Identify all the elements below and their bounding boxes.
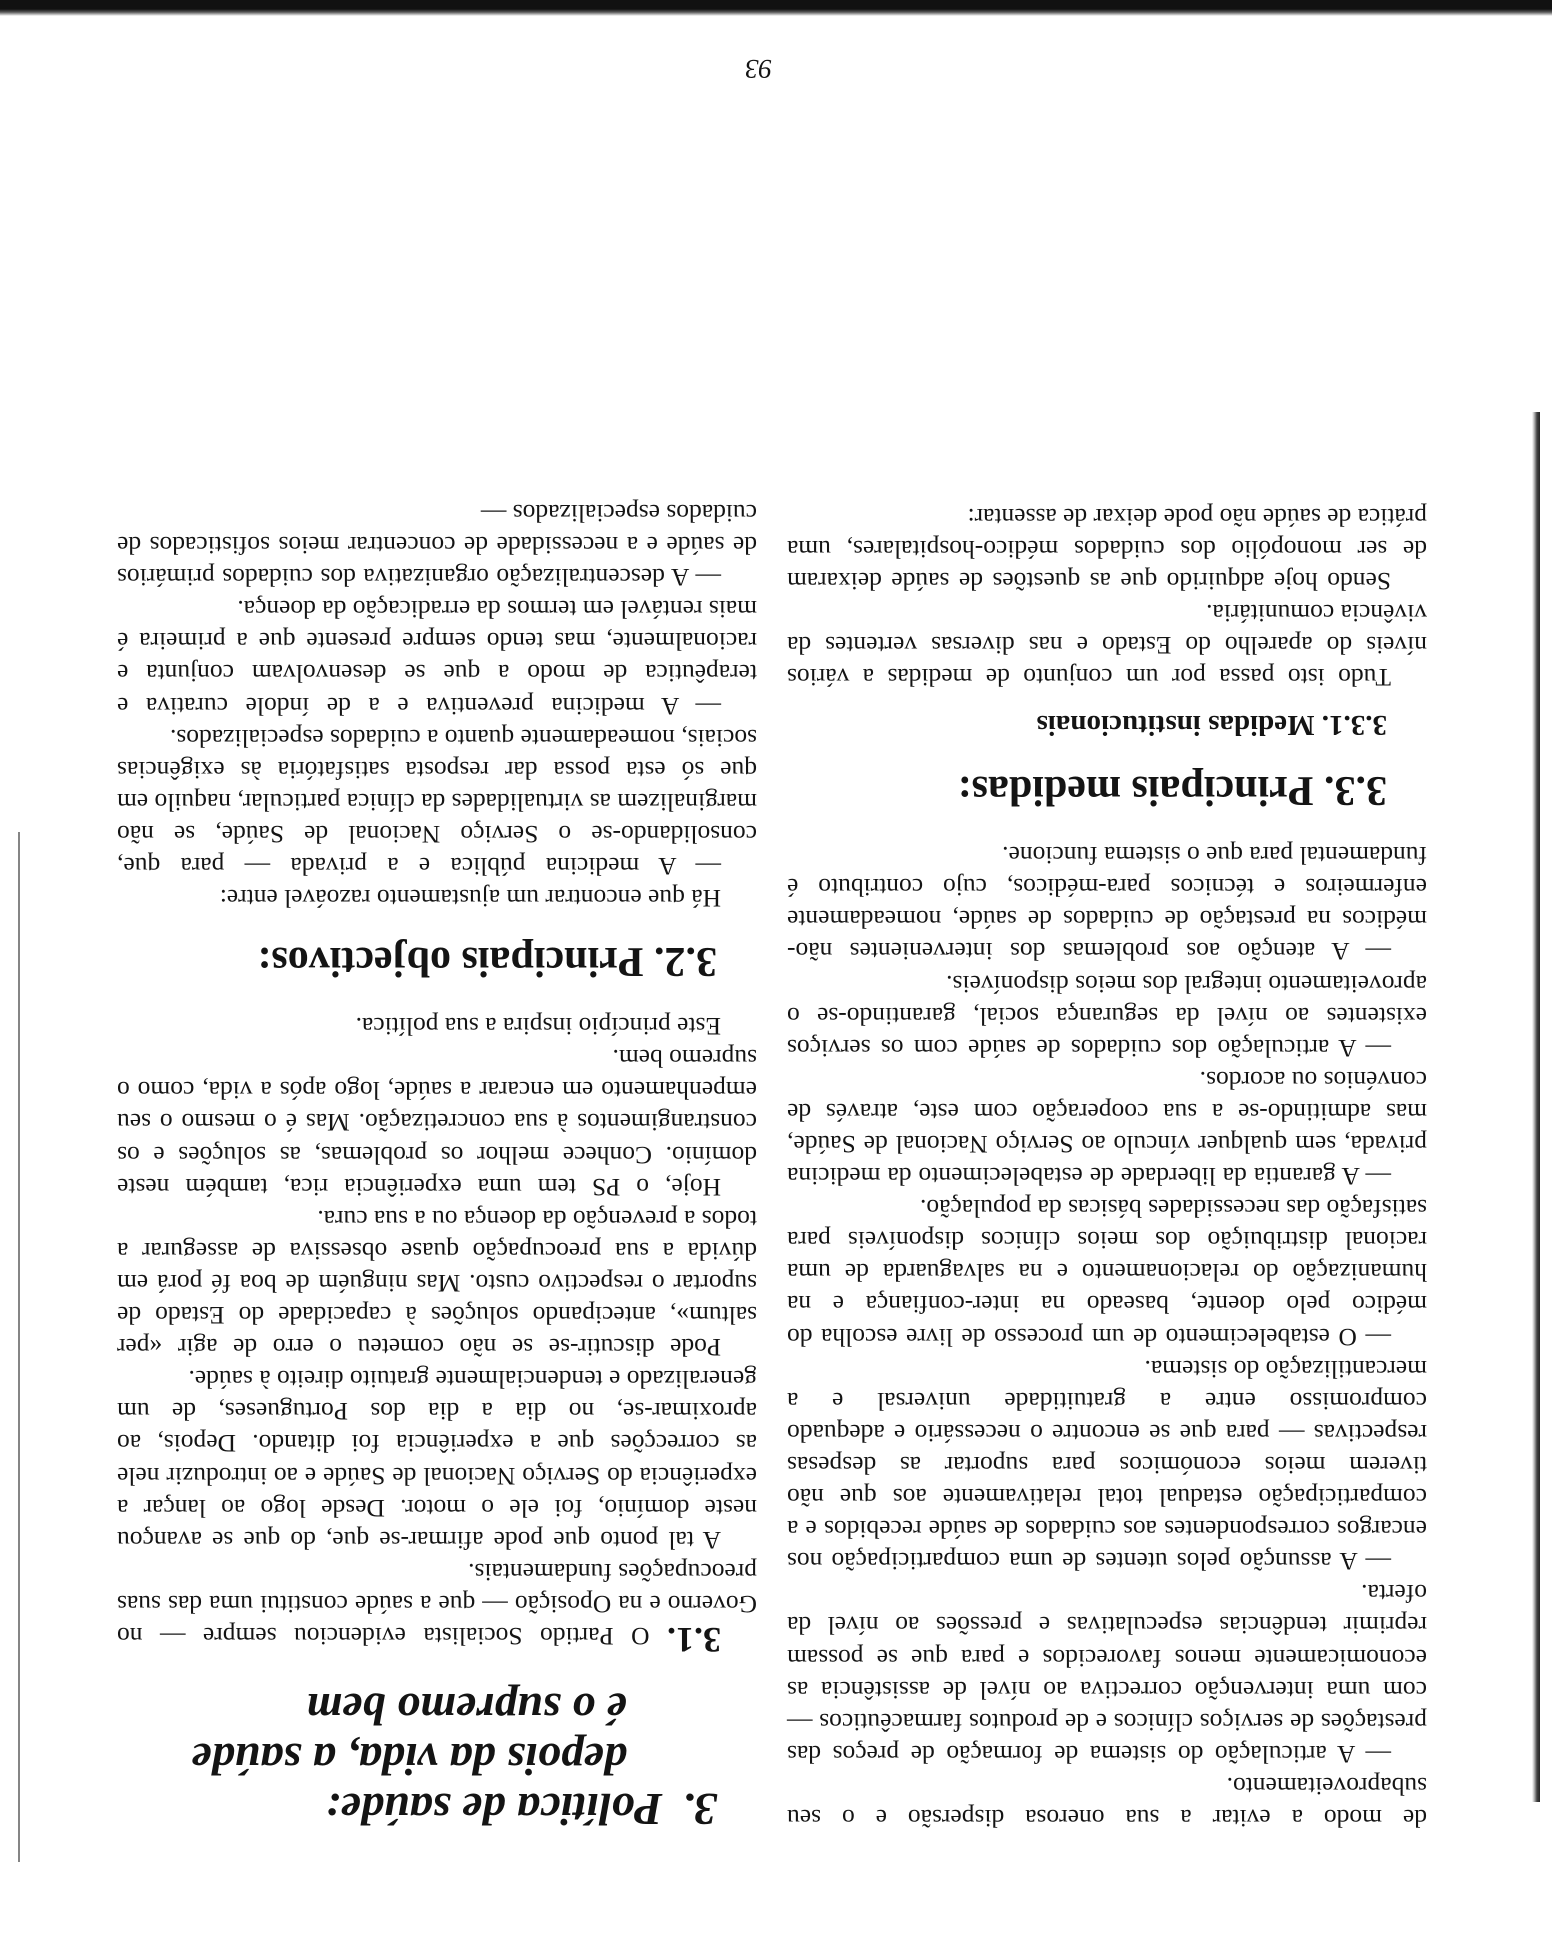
section-3-2-item: — A medicina preventiva e a de índole curativa e terapêutica de modo a que se desenvolvam conjunta e racionalmente, mas tendo sempre presente que a primeira é mais rentável em termos da erradicação da doença. xyxy=(117,595,757,721)
scan-edge-line xyxy=(18,832,20,1862)
section-3-1-paragraph-2: A tal ponto que pode afirmar-se que, do que se avançou neste domínio, foi ele o motor. Desde logo ao lançar a experiência do Serviço Nacional de Saúde e ao introduzir nele as correcções que a experiência foi ditando. Depois, ao aproximar-se, no dia a dia dos Portugueses, de um generalizado e tendencialmente gratuito direito à saúde. xyxy=(117,1365,757,1555)
section-3-2-item: — A medicina pública e a privada — para que, consolidando-se o Serviço Nacional de Saúde, se não marginalizem as virtualidades da clínica particular, naquilo em que só esta possa dar resposta satisfatória às exigências sociais, nomeadamente quanto a cuidados especializados. xyxy=(116,723,757,882)
scan-binding-shadow xyxy=(1532,412,1540,1802)
chapter-title-line3: é o supremo bem xyxy=(306,1684,627,1735)
section-3-1-paragraph-3: Pode discutir-se se não cometeu o erro de agir «per saltum», antecipando soluções à capacidade do Estado de suportar o respectivo custo. Mas ninguém de boa fé porá em dúvida a sua preocupação quase obsessiva de assegurar a todos a prevenção da doença ou a sua cura. xyxy=(117,1204,757,1363)
section-3-3-1-paragraph: Sendo hoje adquirido que as questões de saúde deixaram de ser monopólio dos cuidados médico-hospitalares, uma prática de saúde não pode deixar de assentar: xyxy=(787,502,1427,596)
section-3-2-intro: Há que encontrar um ajustamento razoável entre: xyxy=(219,884,721,914)
objective-item: — A garantia da liberdade de estabelecimento da medicina privada, sem qualquer vínculo ao Serviço Nacional de Saúde, mas admitindo-se a sua cooperação com este, através de convénios ou acordos. xyxy=(787,1065,1427,1192)
objective-item: — A assunção pelos utentes de uma comparticipação nos encargos correspondentes aos cuidados de saúde recebidos e a comparticipação estadual total relativamente aos que não tiverem meios económicos para suportar as despesas respectivas — para que se encontre o necessário e adequado compromisso entre a gratuitidade universal e a mercantilização do sistema. xyxy=(787,1354,1427,1577)
scan-edge-shadow xyxy=(0,0,1552,16)
chapter-title xyxy=(117,1684,757,1834)
objective-item: — A articulação do sistema de formação de preços das prestações de serviços clínicos e de produtos farmacêuticos — com uma intervenção correctiva ao nível de assistência as economicamente menos favorecidos e para que se possam reprimir tendências especulativas e pressões ao nível da oferta. xyxy=(787,1579,1427,1769)
chapter-number: 3. xyxy=(682,1784,717,1835)
right-column xyxy=(117,497,757,1834)
section-3-1-paragraph-5: Este princípio inspira a sua política. xyxy=(355,1012,721,1042)
section-3-1-paragraph-4: Hoje, o PS tem uma experiência rica, também neste domínio. Conhece melhor os problemas, as soluções e os constrangimentos à sua concretização. Mas é o mesmo o seu empenhamento em encarar a saúde, logo após a vida, como o supremo bem. xyxy=(117,1044,757,1202)
section-3-2-heading: 3.2. Principais objectivos: xyxy=(257,938,717,985)
objective-item: — O estabelecimento de um processo de livre escolha do médico pelo doente, baseado na inter-confiança e na humanização do relacionamento e na salvaguarda de uma racional distribuição dos meios clínicos disponíveis para satisfação das necessidades básicas da população. xyxy=(787,1194,1427,1352)
continued-paragraph: de modo a evitar a sua onerosa dispersão e o seu subaproveitamento. xyxy=(787,1771,1427,1833)
section-3-3-1-paragraph: Tudo isto passa por um conjunto de medidas a vários níveis do aparelho do Estado e nas diversas vertentes da vivência comunitária. xyxy=(787,598,1427,693)
objective-item: — A atenção aos problemas dos intervenientes não-médicos na prestação de cuidados de saúde, nomeadamente enfermeiros e técnicos para-médicos, cujo contributo é fundamental para que o sistema funcione. xyxy=(787,841,1427,967)
chapter-title-line2: depois da vida, a saúde xyxy=(191,1734,627,1785)
chapter-title-line1: Política de saúde: xyxy=(325,1784,663,1835)
page-number: 93 xyxy=(745,54,772,84)
section-3-3-heading: 3.3. Principais medidas: xyxy=(957,767,1387,814)
objective-item: — A articulação dos cuidados de saúde com os serviços existentes ao nível da segurança social, garantindo-se o aproveitamento integral dos meios disponíveis. xyxy=(787,969,1427,1063)
section-3-1-paragraph-1: 3.1. O Partido Socialista evidenciou sempre — no Governo e na Oposição — que a saúde constitui uma das suas preocupações fundamentais. xyxy=(117,1557,757,1660)
section-3-3-1-heading: 3.3.1. Medidas institucionais xyxy=(1036,709,1387,742)
left-column xyxy=(787,501,1427,1834)
section-3-2-item: — A descentralização organizativa dos cuidados primários de saúde e a necessidade de concentrar meios sofisticados de cuidados especializados — xyxy=(117,499,757,593)
section-3-1-number: 3.1. xyxy=(667,1620,721,1660)
